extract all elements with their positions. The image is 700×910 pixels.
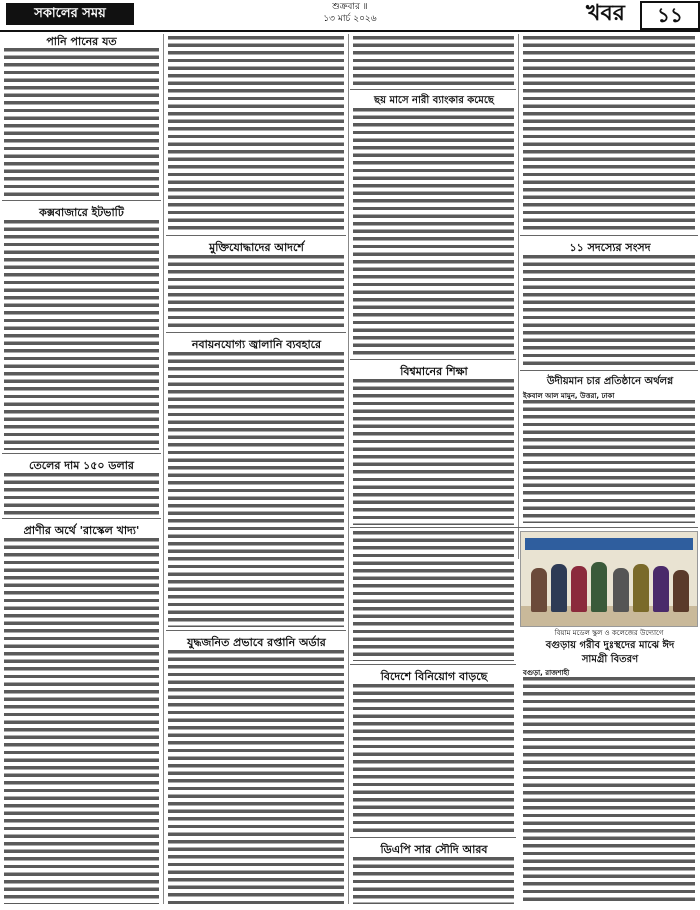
headline-rohingya: প্রাণীর অর্থে 'রাস্কেল খাদ্য': [23, 524, 140, 537]
article-body: [353, 531, 514, 661]
divider: [166, 332, 346, 333]
divider: [350, 837, 516, 838]
divider: [350, 89, 516, 90]
byline: ইকবাল আল মামুন, উত্তরা, ঢাকা: [523, 392, 615, 400]
headline-freedom-fighters: মুক্তিযোদ্ধাদের আদর্শে: [209, 241, 304, 254]
person-figure: [531, 568, 547, 612]
article-body: [168, 650, 344, 904]
divider: [2, 453, 161, 454]
article-body: [168, 352, 344, 627]
masthead: [0, 0, 700, 32]
article-body: [353, 857, 514, 904]
article-body: [353, 36, 514, 86]
person-figure: [673, 570, 689, 612]
dateline: [240, 1, 460, 25]
article-body: [168, 36, 344, 232]
headline-new-technology: নবায়নযোগ্য জ্বালানি ব্যবহারে: [191, 338, 322, 351]
column-rule: [163, 34, 164, 904]
column-rule: [348, 34, 349, 904]
headline-dap-saudi: ডিএপি সার সৌদি আরব: [380, 843, 488, 856]
divider: [2, 200, 161, 201]
headline-water-price: পানি পানের যত: [46, 35, 117, 48]
article-body: [523, 677, 695, 904]
divider: [350, 359, 516, 360]
headline-eid-gifts: বগুড়ায় গরীব দুঃস্থদের মাঝে ঈদ: [545, 640, 675, 651]
headline-women-bankers: ছয় মাসে নারী ব্যাংকার কমেছে: [374, 95, 494, 106]
person-figure: [591, 562, 607, 612]
banner: [525, 538, 693, 550]
article-body: [168, 255, 344, 329]
newspaper-logo: সকালের সময়: [6, 3, 134, 25]
article-body: [4, 220, 159, 450]
divider: [520, 370, 698, 371]
divider: [350, 664, 516, 665]
news-photo: [520, 531, 698, 627]
person-figure: [633, 564, 649, 612]
article-body: [353, 684, 514, 834]
person-figure: [551, 564, 567, 612]
headline-investment: বিদেশে বিনিয়োগ বাড়ছে: [380, 670, 488, 683]
divider: [166, 235, 346, 236]
person-figure: [571, 566, 587, 612]
headline-oil-price: তেলের দাম ১৫০ ডলার: [29, 459, 134, 472]
article-body: [4, 538, 159, 904]
byline: বগুড়া, রাজশাহী: [523, 669, 570, 677]
person-figure: [613, 568, 629, 612]
article-body: [4, 48, 159, 198]
article-body: [4, 473, 159, 515]
person-figure: [653, 566, 669, 612]
divider: [350, 527, 698, 528]
photo-caption: বিয়াম মডেল স্কুল ও কলেজের উদ্যোগে: [554, 629, 664, 637]
article-body: [353, 108, 514, 356]
divider: [520, 235, 698, 236]
article-body: [523, 36, 695, 232]
headline-parliament: ১১ সদস্যের সংসদ: [569, 241, 651, 254]
page-number: ১১: [640, 1, 700, 30]
floor: [521, 606, 697, 626]
headline-war-exports: যুদ্ধজনিত প্রভাবে রপ্তানি অর্ডার: [187, 636, 326, 649]
article-body: [353, 379, 514, 525]
date-day: শুক্রবার ॥: [332, 2, 368, 12]
date-full: ১৩ মার্চ ২০২৬: [323, 14, 377, 24]
headline-cox-bazar: কক্সবাজারে ইটভাটি: [39, 206, 124, 219]
headline-rising-economy: উদীয়মান চার প্রতিষ্ঠানে অর্থলগ্ন: [546, 376, 674, 387]
divider: [166, 630, 346, 631]
column-rule: [518, 34, 519, 559]
article-body: [523, 255, 695, 367]
divider: [2, 518, 161, 519]
headline-education: বিশ্বমানের শিক্ষা: [400, 365, 468, 378]
headline-eid-gifts-line2: সামগ্রী বিতরণ: [581, 654, 639, 665]
section-title: খবর: [586, 1, 625, 26]
article-body: [523, 400, 695, 523]
